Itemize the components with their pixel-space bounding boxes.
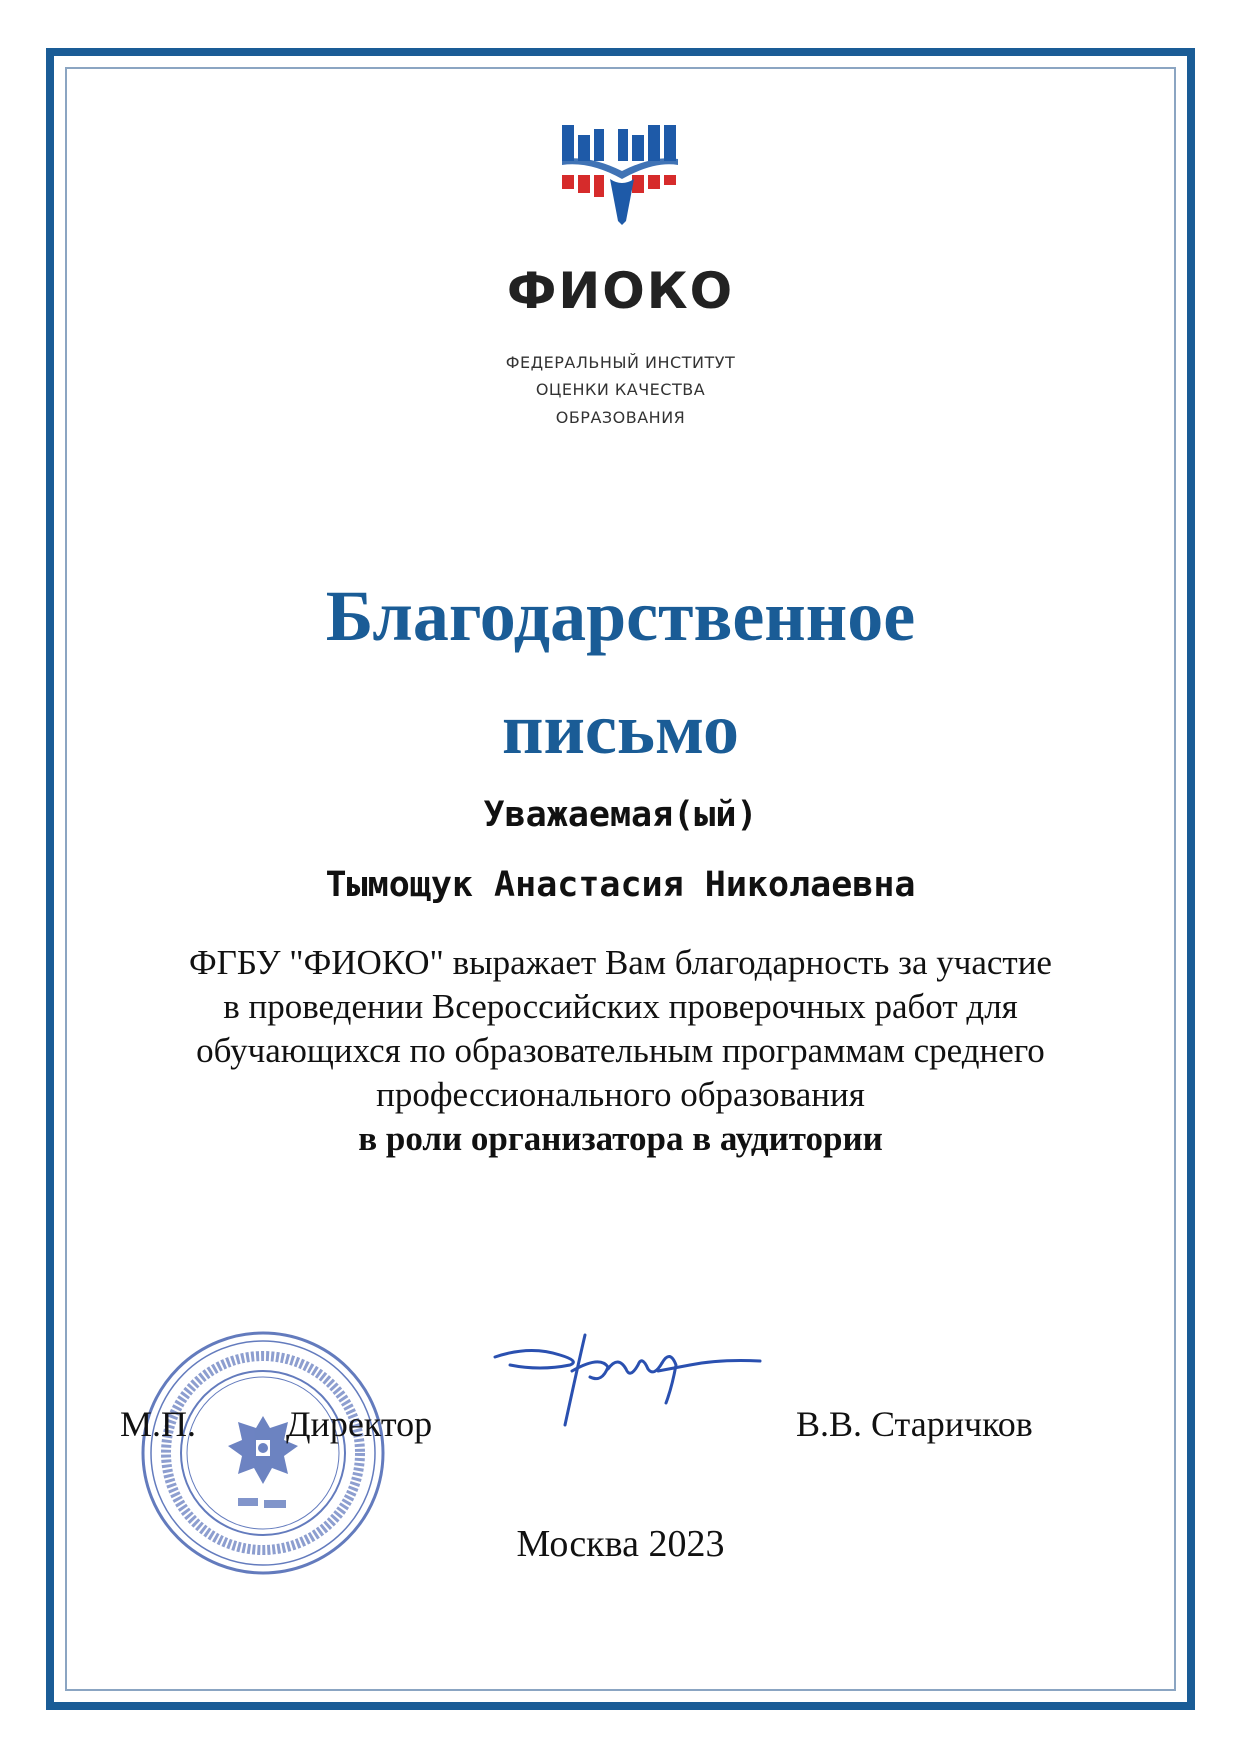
logo-wordmark: ФИОКО: [506, 262, 735, 320]
recipient-name: Тымощук Анастасия Николаевна: [325, 865, 916, 905]
logo-subtitle-line-3: ОБРАЗОВАНИЯ: [555, 408, 686, 427]
body-line-1: ФГБУ "ФИОКО" выражает Вам благодарность за участие: [189, 943, 1052, 982]
body-line-4: профессионального образования: [376, 1075, 865, 1114]
role-line: в роли организатора в аудитории: [358, 1119, 883, 1158]
stamp-label: М.П.: [120, 1404, 197, 1444]
greeting: Уважаемая(ый): [483, 795, 758, 835]
signer-name: В.В. Старичков: [796, 1404, 1033, 1444]
title-line-2: письмо: [501, 689, 740, 769]
fioko-logo-icon: [560, 125, 685, 235]
logo-subtitle-line-2: ОЦЕНКИ КАЧЕСТВА: [535, 380, 706, 399]
handwritten-signature-icon: [490, 1325, 770, 1445]
body-line-3: обучающихся по образовательным программам среднего: [196, 1031, 1045, 1070]
body-text: [100, 941, 1141, 1161]
city-year: Москва 2023: [516, 1523, 725, 1565]
signer-position: Директор: [286, 1404, 433, 1444]
body-line-2: в проведении Всероссийских проверочных работ для: [223, 987, 1018, 1026]
title-line-1: Благодарственное: [325, 576, 916, 656]
logo-subtitle-line-1: ФЕДЕРАЛЬНЫЙ ИНСТИТУТ: [505, 353, 736, 372]
